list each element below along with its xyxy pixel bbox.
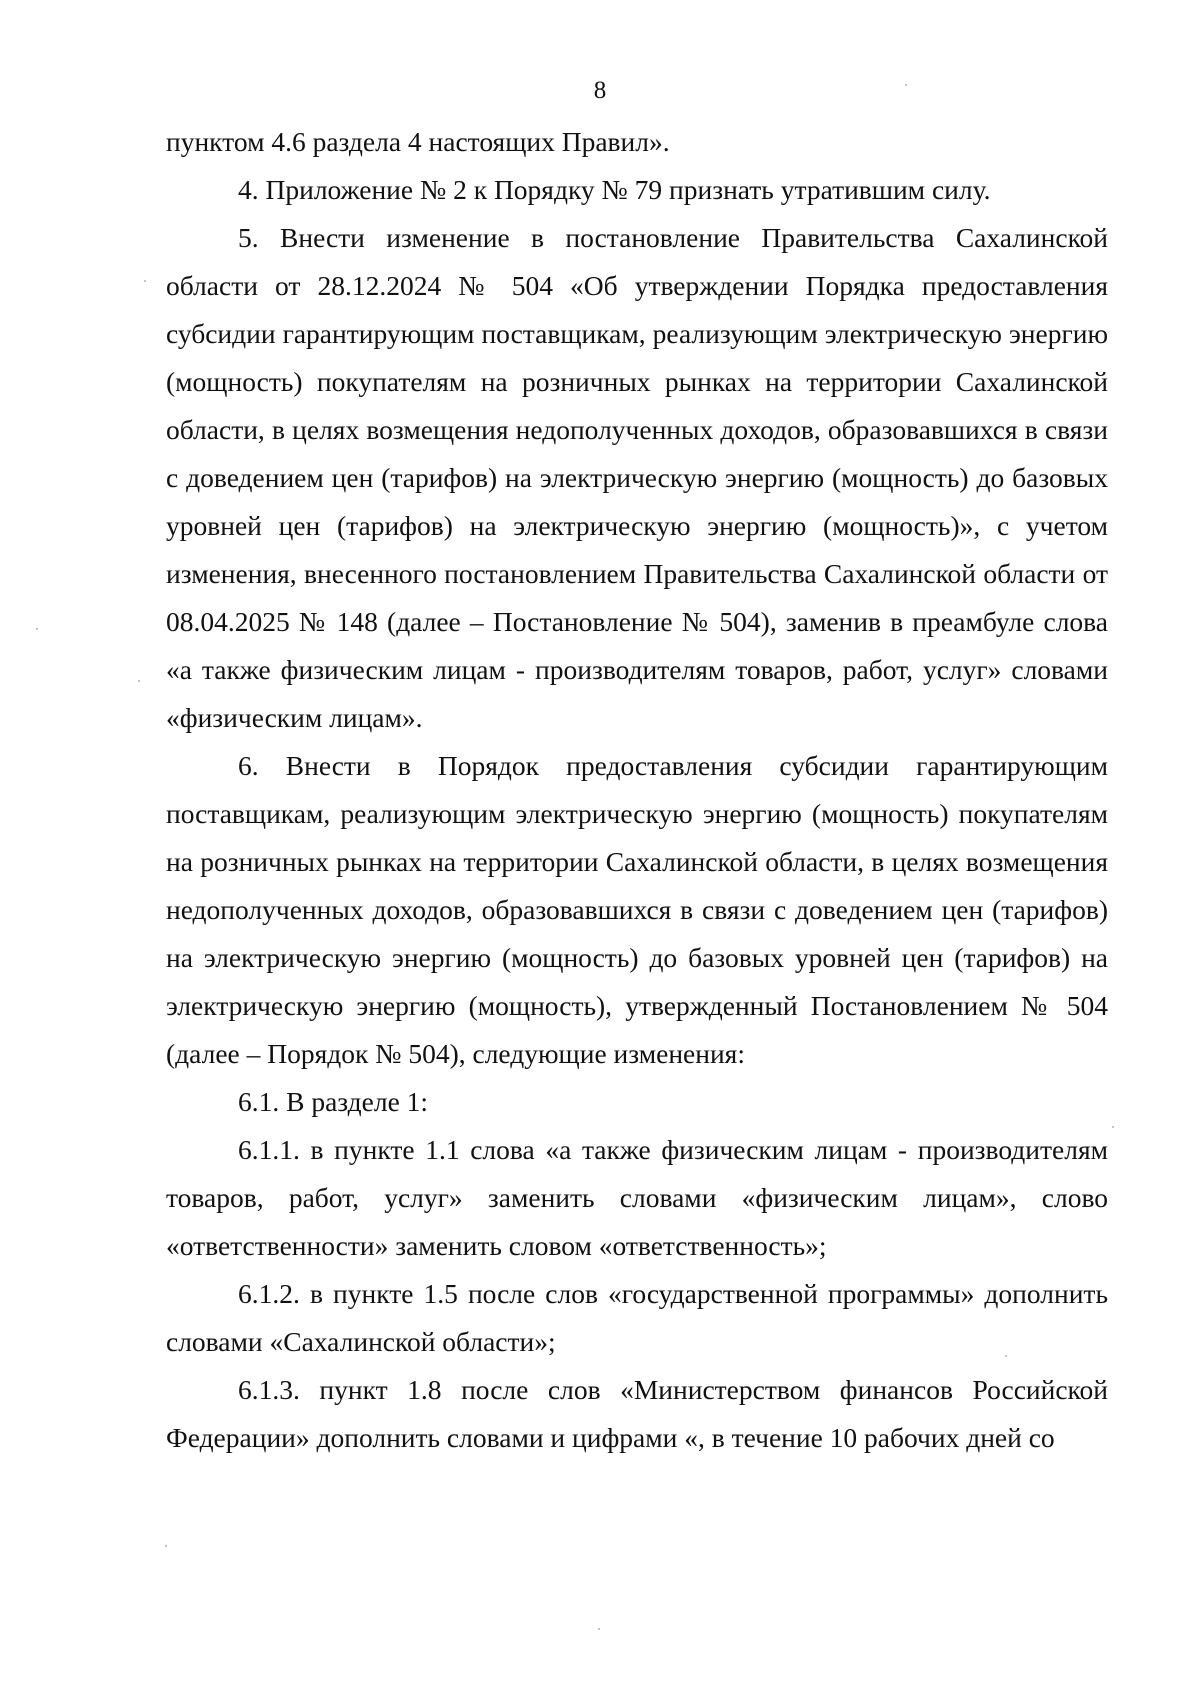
- scan-speck: [144, 280, 146, 282]
- scan-speck: [138, 680, 140, 682]
- scan-speck: [1005, 1355, 1007, 1357]
- scan-speck: [36, 628, 38, 630]
- scan-speck: [598, 1628, 600, 1630]
- document-body: [166, 118, 1108, 1462]
- paragraph-item-5: 5. Внести изменение в постановление Правительства Сахалинской области от 28.12.2024 № 504 «Об утверждении Порядка предоставления субсидии гарантирующим поставщикам, реализующим электрическую энергию (мощность) покупателям на розничных рынках на территории Сахалинской области, в целях возмещения недополученных доходов, образовавшихся в связи с доведением цен (тарифов) на электрическую энергию (мощность) до базовых уровней цен (тарифов) на электрическую энергию (мощность)», с учетом изменения, внесенного постановлением Правительства Сахалинской области от 08.04.2025 № 148 (далее – Постановление № 504), заменив в преамбуле слова «а также физическим лицам - производителям товаров, работ, услуг» словами «физическим лицам».: [166, 222, 1108, 733]
- paragraph-continuation: пунктом 4.6 раздела 4 настоящих Правил».: [166, 126, 670, 157]
- paragraph-item-6: 6. Внести в Порядок предоставления субсидии гарантирующим поставщикам, реализующим электрическую энергию (мощность) покупателям на розничных рынках на территории Сахалинской области, в целях возмещения недополученных доходов, образовавшихся в связи с доведением цен (тарифов) на электрическую энергию (мощность) до базовых уровней цен (тарифов) на электрическую энергию (мощность), утвержденный Постановлением № 504 (далее – Порядок № 504), следующие изменения:: [166, 750, 1108, 1069]
- paragraph-item-6-1-3: 6.1.3. пункт 1.8 после слов «Министерством финансов Российской Федерации» дополнить словами и цифрами «, в течение 10 рабочих дней со: [166, 1374, 1108, 1453]
- paragraph-item-6-1-1: 6.1.1. в пункте 1.1 слова «а также физическим лицам - производителям товаров, работ, услуг» заменить словами «физическим лицам», слово «ответственности» заменить словом «ответственность»;: [166, 1134, 1108, 1261]
- paragraph-item-6-1-2: 6.1.2. в пункте 1.5 после слов «государственной программы» дополнить словами «Сахалинской области»;: [166, 1278, 1108, 1357]
- scan-speck: [165, 1545, 167, 1547]
- scan-speck: [1112, 1126, 1114, 1128]
- page-number: 8: [593, 77, 607, 104]
- scan-speck: [905, 84, 907, 86]
- paragraph-item-4: 4. Приложение № 2 к Порядку № 79 признать утратившим силу.: [238, 174, 991, 205]
- paragraph-item-6-1: 6.1. В разделе 1:: [238, 1086, 429, 1117]
